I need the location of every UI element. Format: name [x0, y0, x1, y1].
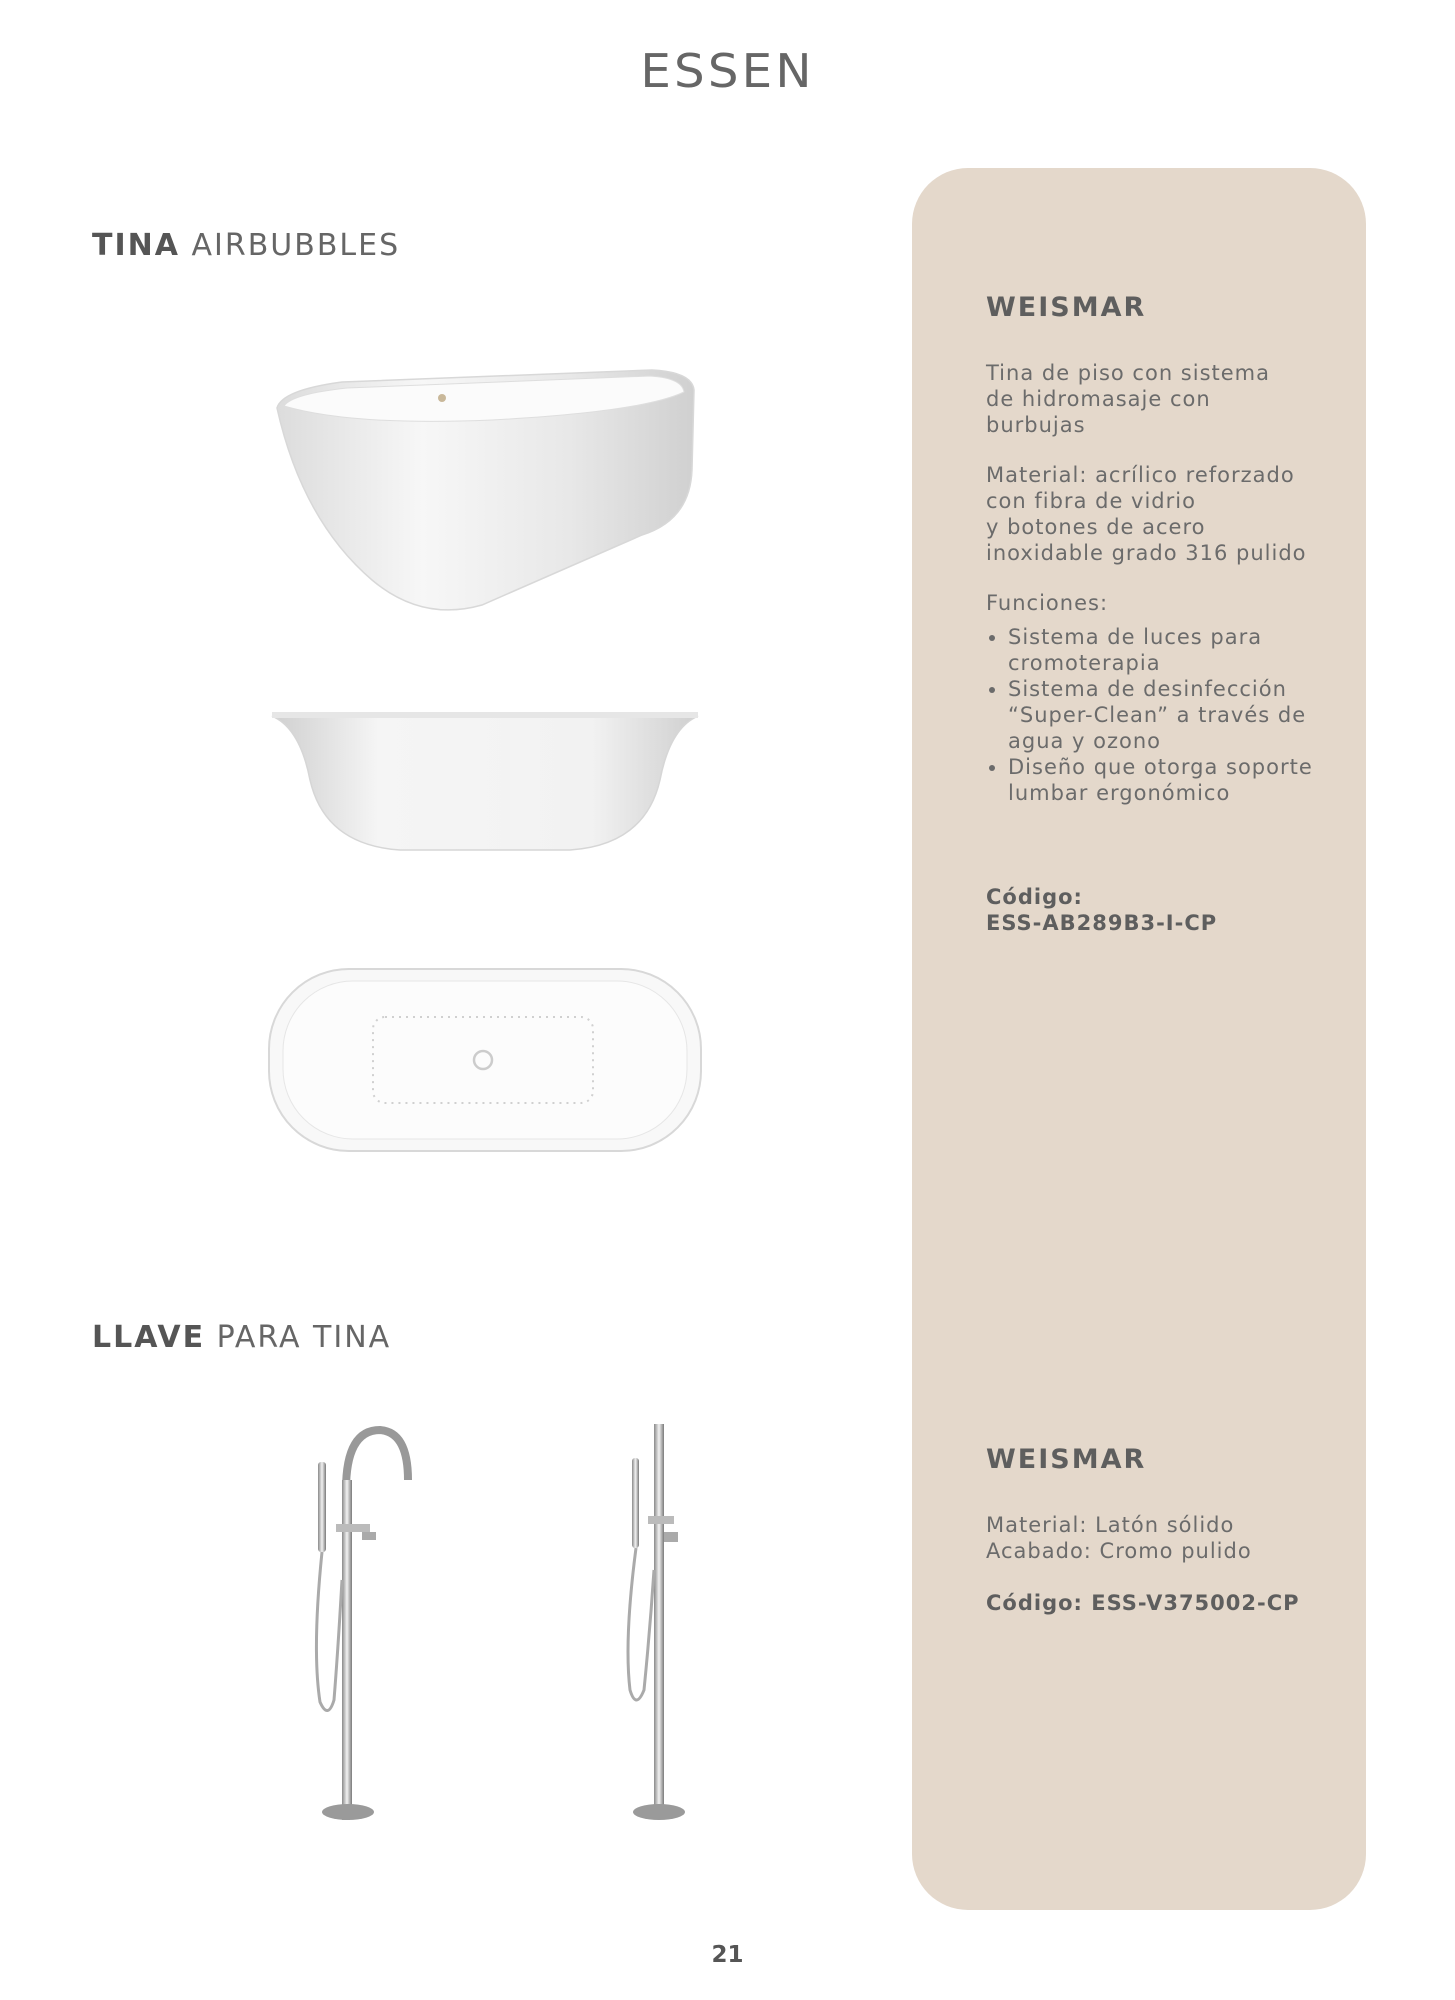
list-item: • Sistema de desinfección “Super-Clean” a través de agua y ozono: [1008, 676, 1326, 754]
code-value: ESS-AB289B3-I-CP: [986, 911, 1218, 935]
section-title-rest: PARA TINA: [205, 1320, 392, 1355]
product-material: [986, 462, 1326, 566]
text-line: Material: acrílico reforzado: [986, 463, 1295, 487]
text-line: Material: Latón sólido: [986, 1513, 1235, 1537]
text-line: Tina de piso con sistema: [986, 361, 1270, 385]
faucet-side-image: [612, 1420, 712, 1820]
functions-list: [986, 624, 1326, 806]
text-line: de hidromasaje con: [986, 387, 1211, 411]
product-name: WEISMAR: [986, 1444, 1147, 1475]
product-functions: [986, 590, 1326, 806]
section-title-rest: AIRBUBBLES: [179, 228, 401, 263]
text-line: y botones de acero: [986, 515, 1206, 539]
list-item: • Diseño que otorga soporte lumbar ergonómico: [1008, 754, 1326, 806]
text-line: burbujas: [986, 413, 1086, 437]
faucet-front-image: [300, 1420, 420, 1820]
page-number: 21: [711, 1942, 744, 1968]
product-description: [986, 360, 1326, 438]
brand-logo: ESSEN: [640, 44, 815, 98]
functions-label: Funciones:: [986, 591, 1109, 615]
list-item: • Sistema de luces para cromoterapia: [1008, 624, 1326, 676]
code-line: Código: ESS-V375002-CP: [986, 1591, 1300, 1615]
product-code: [986, 884, 1326, 936]
product-code: [986, 1590, 1326, 1616]
section-title-bold: TINA: [92, 228, 180, 263]
code-label: Código:: [986, 885, 1083, 909]
product-name: WEISMAR: [986, 292, 1147, 323]
bathtub-side-image: [270, 710, 700, 860]
section-title-tina: [92, 228, 400, 263]
product-info-panel: [912, 168, 1366, 1910]
section-title-bold: LLAVE: [92, 1320, 206, 1355]
bathtub-top-image: [265, 965, 705, 1155]
text-line: inoxidable grado 316 pulido: [986, 541, 1307, 565]
text-line: con fibra de vidrio: [986, 489, 1196, 513]
product-specs: [986, 1512, 1326, 1564]
text-line: Acabado: Cromo pulido: [986, 1539, 1252, 1563]
section-title-llave: [92, 1320, 391, 1355]
bathtub-perspective-image: [262, 360, 712, 620]
